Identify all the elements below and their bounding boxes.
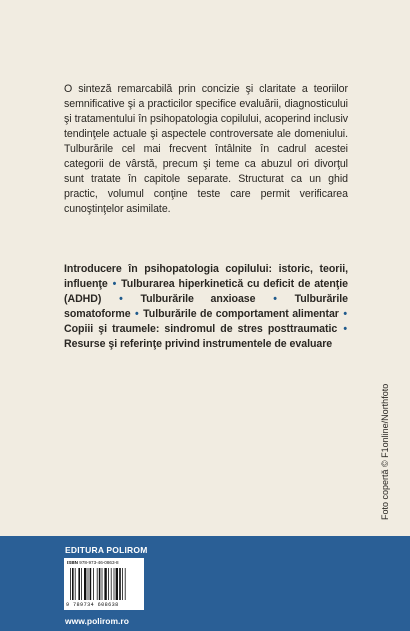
publisher-name: EDITURA POLIROM (65, 545, 148, 555)
contents-separator: • (108, 277, 121, 290)
barcode-icon (70, 568, 138, 602)
photo-credit: Foto copertă © F1online/Northfoto (380, 383, 390, 520)
contents-separator: • (338, 322, 347, 335)
isbn-number: 978-973-46-0863-8 (79, 560, 119, 565)
contents-item: Copiii şi traumele: sindromul de stres posttraumatic (64, 322, 338, 335)
barcode-number: 9 789734 608638 (66, 602, 119, 608)
contents-item: Introducere în psihopatologia copilului: istoric, teorii, influenţe (64, 262, 348, 290)
contents-separator: • (102, 292, 140, 305)
publisher-band (0, 536, 410, 631)
contents-item: Tulburarea hiperkinetică cu deficit de atenţie (ADHD) (64, 277, 348, 305)
book-description: O sinteză remarcabilă prin concizie şi claritate a teoriilor semnificative şi a practicilor specifice evaluării, diagnosticului şi tratamentului în psihopatologia copilului, acoperind inclusiv tendinţele actuale şi aspectele controversate ale domeniului. Tulburările cel mai frecvent întâlnite în cadrul acestei categorii de vârstă, precum şi teme ca abuzul ori divorţul sunt tratate în capitole separate. Structurat ca un ghid practic, volumul conţine teste care permit verificarea cunoştinţelor asimilate. (64, 82, 348, 216)
isbn-line (67, 560, 119, 565)
isbn-label: ISBN (67, 560, 78, 565)
contents-item: Tulburările somatoforme (64, 292, 348, 320)
contents-item: Resurse şi referinţe privind instrumentele de evaluare (64, 338, 333, 351)
contents-item: Tulburările de comportament alimentar (143, 307, 339, 320)
contents-item: Tulburările anxioase (140, 292, 256, 305)
publisher-website: www.polirom.ro (65, 616, 129, 626)
contents-separator: • (131, 307, 143, 320)
contents-separator: • (256, 292, 294, 305)
barcode-block (64, 558, 144, 610)
table-of-contents (64, 262, 348, 353)
contents-separator: • (339, 307, 347, 320)
